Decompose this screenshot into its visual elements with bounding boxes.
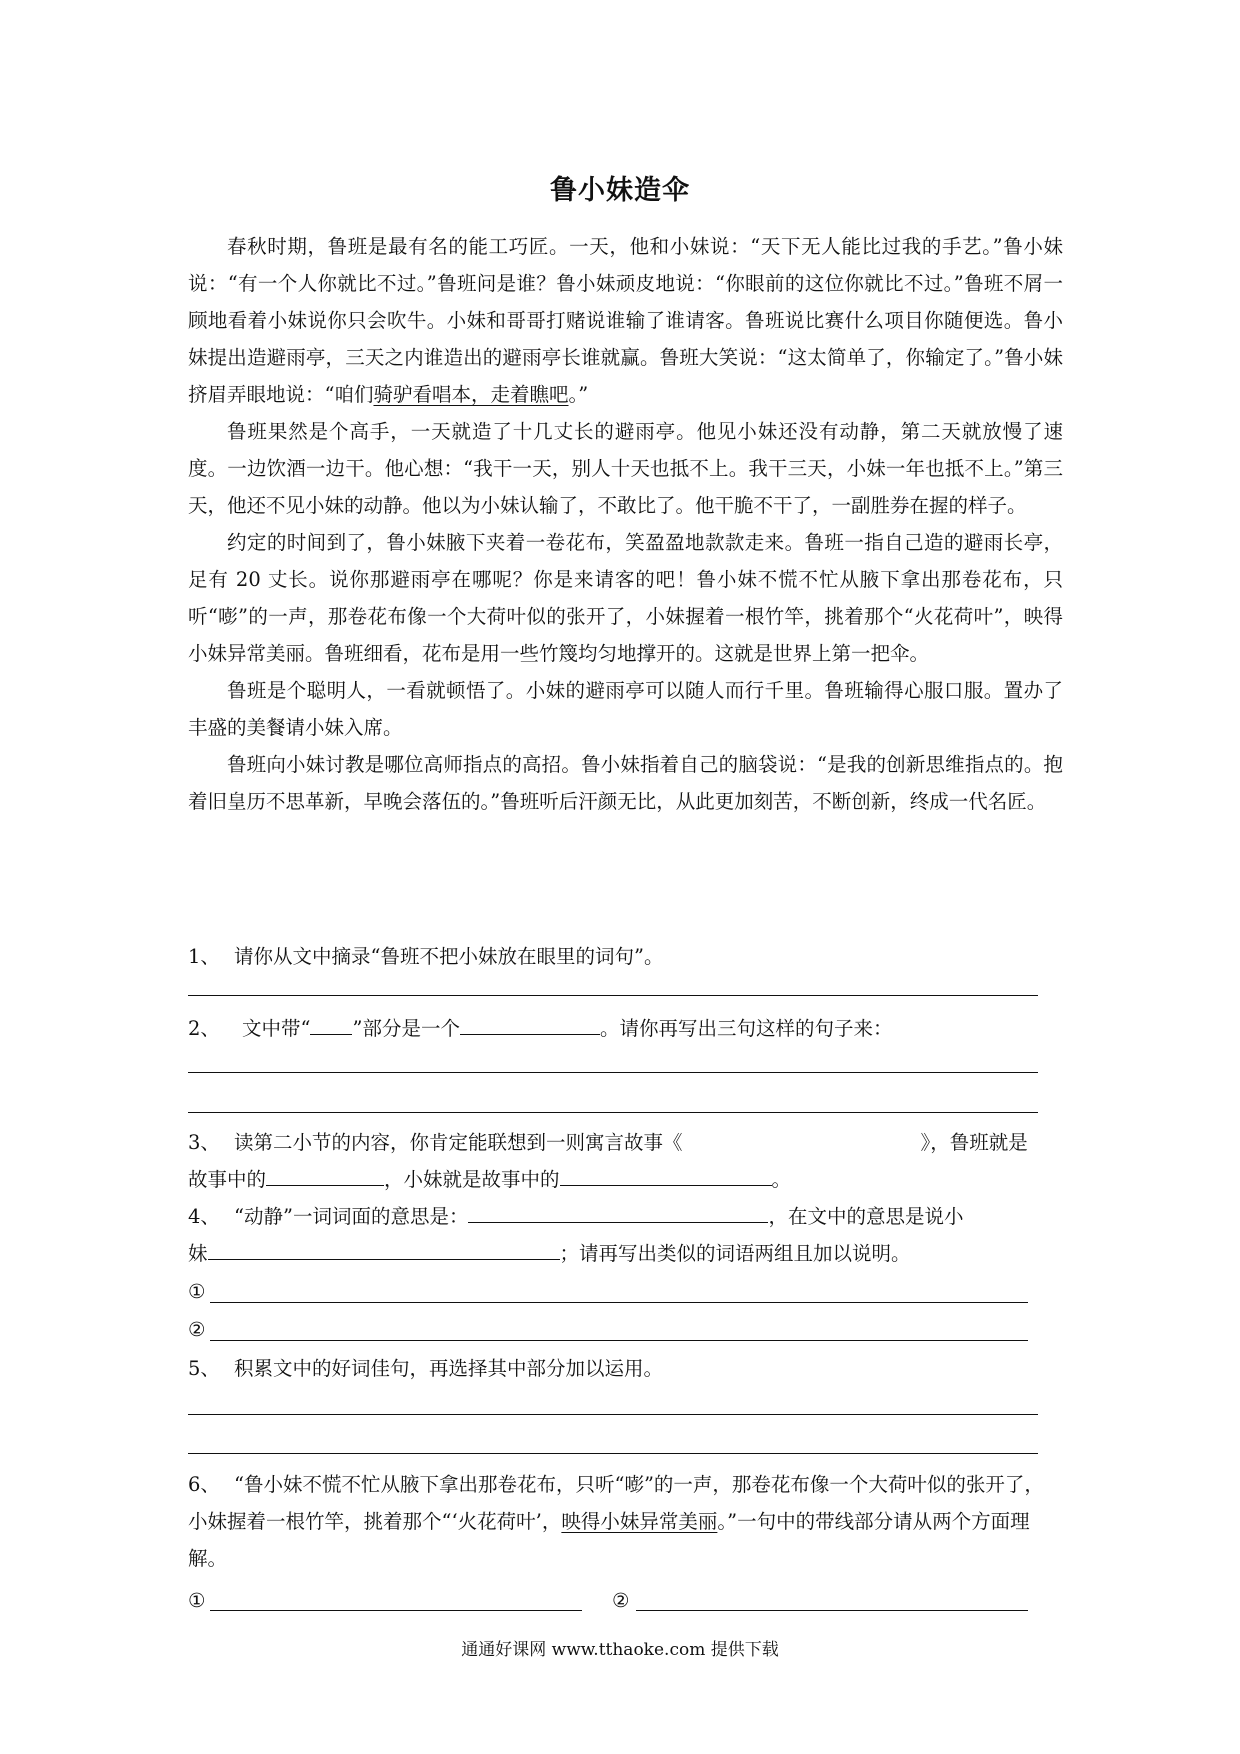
question-2: 2、 文中带“ ”部分是一个 。请你再写出三句这样的句子来： xyxy=(188,1010,1063,1047)
answer-line[interactable] xyxy=(188,995,1038,996)
question-1: 1、 请你从文中摘录“鲁班不把小妹放在眼里的词句”。 xyxy=(188,945,664,968)
answer-line[interactable] xyxy=(188,1112,1038,1113)
story-text xyxy=(188,228,1063,820)
story-paragraph-2: 鲁班果然是个高手，一天就造了十几丈长的避雨亭。他见小妹还没有动静，第二天就放慢了速度。一边饮酒一边干。他心想：“我干一天，别人十天也抵不上。我干三天，小妹一年也抵不上。”第三天，他还不见小妹的动静。他以为小妹认输了，不敢比了。他干脆不干了，一副胜券在握的样子。 xyxy=(188,420,1063,517)
answer-line[interactable] xyxy=(188,1414,1038,1415)
answer-line[interactable] xyxy=(210,1302,1028,1303)
answer-item-1: ① xyxy=(188,1589,206,1612)
question-6: 6、 “鲁小妹不慌不忙从腋下拿出那卷花布，只听“嘭”的一声，那卷花布像一个大荷叶似的张开了，小妹握着一根竹竿，挑着那个“‘火花荷叶’，映得小妹异常美丽。”一句中的带线部分请从两个方面理解。 xyxy=(188,1473,1044,1570)
question-4: 4、 “动静”一词词面的意思是： ，在文中的意思是说小 妹 ；请再写出类似的词语两组且加以说明。 xyxy=(188,1198,1063,1272)
story-paragraph-4: 鲁班是个聪明人，一看就顿悟了。小妹的避雨亭可以随人而行千里。鲁班输得心服口服。置办了丰盛的美餐请小妹入席。 xyxy=(188,679,1063,739)
answer-item-1: ① xyxy=(188,1280,206,1303)
story-paragraph-3: 约定的时间到了，鲁小妹腋下夹着一卷花布，笑盈盈地款款走来。鲁班一指自己造的避雨长亭，足有 20 丈长。说你那避雨亭在哪呢？你是来请客的吧！鲁小妹不慌不忙从腋下拿出那卷花布，只听“嘭”的一声，那卷花布像一个大荷叶似的张开了，小妹握着一根竹竿，挑着那个“火花荷叶”，映得小妹异常美丽。鲁班细看，花布是用一些竹篾均匀地撑开的。这就是世界上第一把伞。 xyxy=(188,531,1063,665)
underlined-phrase: 骑驴看唱本，走着瞧吧 xyxy=(373,383,569,406)
question-3: 3、 读第二小节的内容，你肯定能联想到一则寓言故事《 》，鲁班就是 故事中的 ，小妹就是故事中的 。 xyxy=(188,1131,1028,1191)
answer-line[interactable] xyxy=(188,1453,1038,1454)
underlined-phrase: 映得小妹异常美丽 xyxy=(561,1510,718,1533)
blank-field[interactable] xyxy=(460,1015,600,1036)
story-paragraph-1: 春秋时期，鲁班是最有名的能工巧匠。一天，他和小妹说：“天下无人能比过我的手艺。”鲁小妹说：“有一个人你就比不过。”鲁班问是谁？鲁小妹顽皮地说：“你眼前的这位你就比不过。”鲁班不屑一顾地看着小妹说你只会吹牛。小妹和哥哥打赌说谁输了谁请客。鲁班说比赛什么项目你随便选。鲁小妹提出造避雨亭，三天之内谁造出的避雨亭长谁就赢。鲁班大笑说：“这太简单了，你输定了。”鲁小妹挤眉弄眼地说：“咱们骑驴看唱本，走着瞧吧。” xyxy=(188,235,1063,406)
question-5: 5、 积累文中的好词佳句，再选择其中部分加以运用。 xyxy=(188,1357,664,1380)
blank-field[interactable] xyxy=(266,1166,384,1187)
answer-line[interactable] xyxy=(210,1610,582,1611)
answer-line[interactable] xyxy=(188,1072,1038,1073)
blank-field[interactable] xyxy=(208,1240,560,1261)
answer-line[interactable] xyxy=(636,1610,1028,1611)
blank-field[interactable] xyxy=(468,1203,768,1224)
page-footer: 通通好课网 www.tthaoke.com 提供下载 xyxy=(461,1640,779,1660)
blank-field[interactable] xyxy=(310,1015,352,1036)
page-title: 鲁小妹造伞 xyxy=(550,175,690,206)
story-paragraph-5: 鲁班向小妹讨教是哪位高师指点的高招。鲁小妹指着自己的脑袋说：“是我的创新思维指点的。抱着旧皇历不思革新，早晚会落伍的。”鲁班听后汗颜无比，从此更加刻苦，不断创新，终成一代名匠。 xyxy=(188,753,1063,813)
answer-item-2: ② xyxy=(612,1589,630,1612)
answer-line[interactable] xyxy=(210,1340,1028,1341)
answer-item-2: ② xyxy=(188,1318,206,1341)
blank-field[interactable] xyxy=(560,1166,772,1187)
